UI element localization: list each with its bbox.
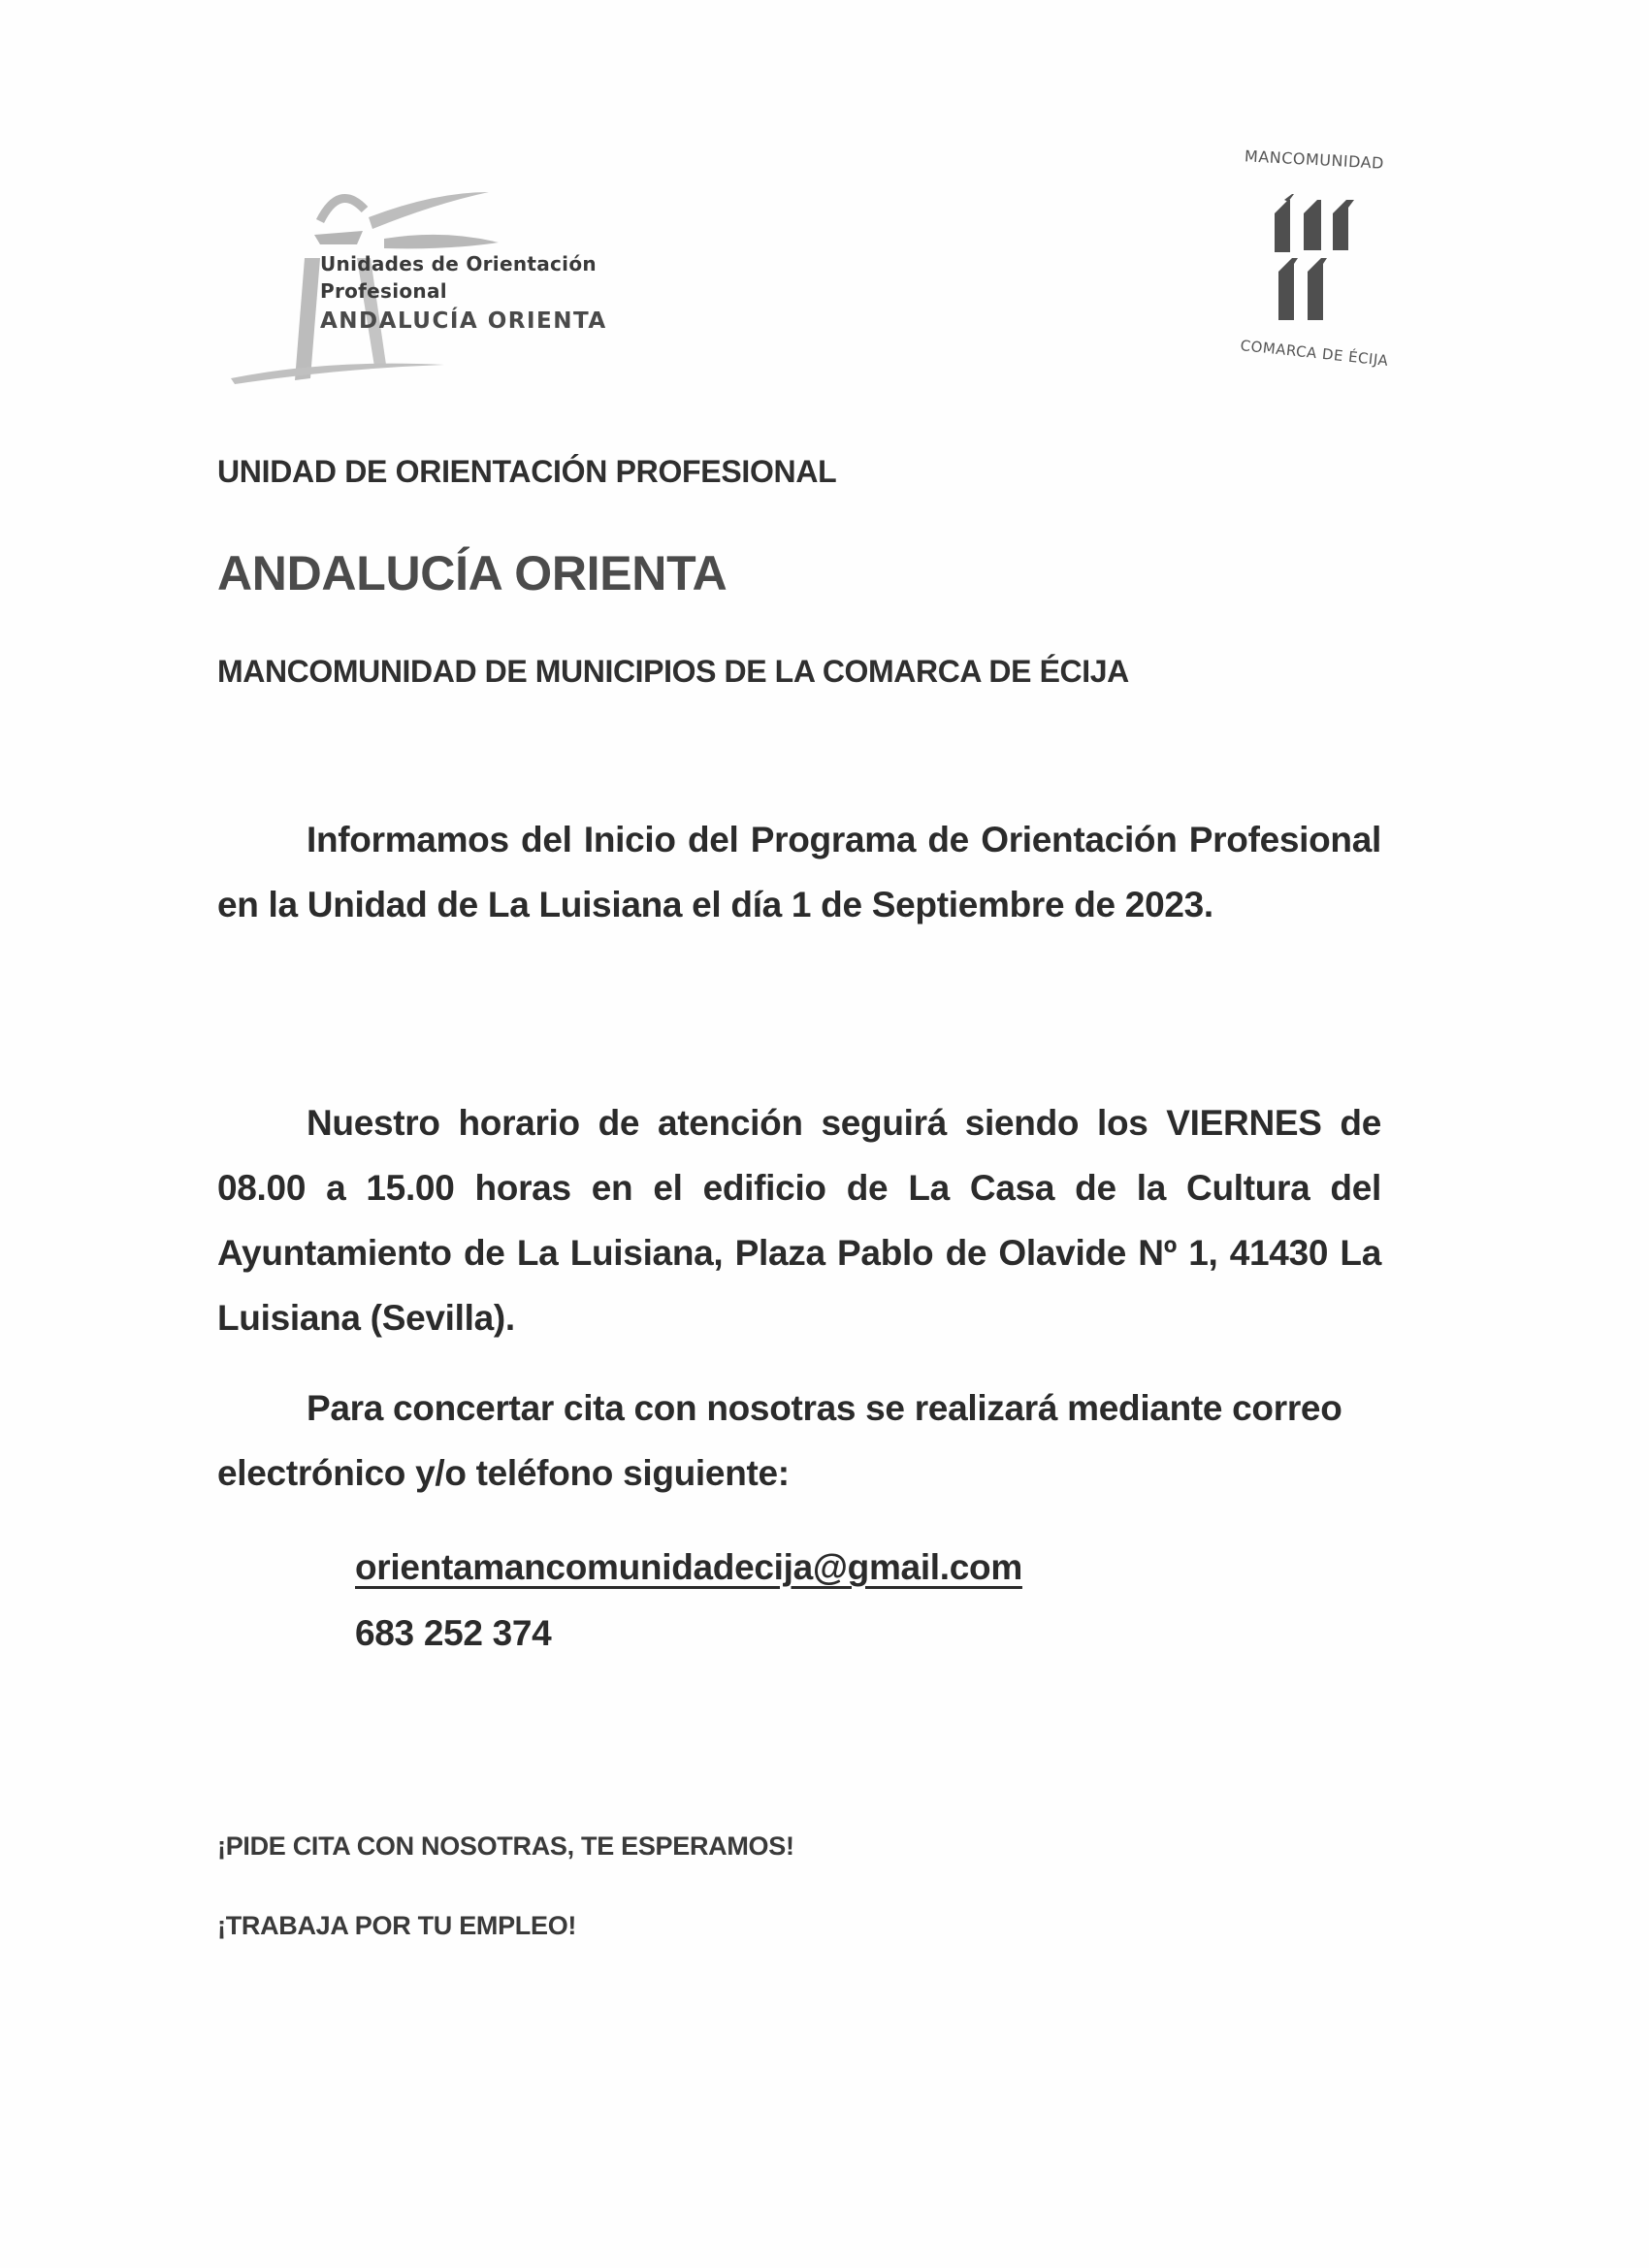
logo-bottom-text: COMARCA DE ÉCIJA <box>1239 337 1390 370</box>
logo-top-text: MANCOMUNIDAD <box>1244 146 1385 173</box>
slogan-pide-cita: ¡PIDE CITA CON NOSOTRAS, TE ESPERAMOS! <box>217 1831 794 1861</box>
logo-line-2: Profesional <box>320 279 447 303</box>
logo-line-3: ANDALUCÍA ORIENTA <box>320 308 607 334</box>
mancomunidad-ecija-logo <box>1232 146 1397 383</box>
andalucia-orienta-logo <box>211 175 696 388</box>
paragraph-appointment: Para concertar cita con nosotras se realizará mediante correo electrónico y/o teléfono siguiente: <box>217 1388 1342 1493</box>
paragraph-program-start: Informamos del Inicio del Programa de Orientación Profesional en la Unidad de La Luisiana el día 1 de Septiembre de 2023. <box>217 820 1381 924</box>
contact-block <box>355 1535 1022 1667</box>
slogan-trabaja: ¡TRABAJA POR TU EMPLEO! <box>217 1911 577 1940</box>
heading-unidad: UNIDAD DE ORIENTACIÓN PROFESIONAL <box>217 454 837 489</box>
heading-mancomunidad: MANCOMUNIDAD DE MUNICIPIOS DE LA COMARCA DE ÉCIJA <box>217 654 1129 689</box>
paragraph-schedule: Nuestro horario de atención seguirá siendo los VIERNES de 08.00 a 15.00 horas en el edificio de La Casa de la Cultura del Ayuntamiento de La Luisiana, Plaza Pablo de Olavide Nº 1, 41430 La Luisiana (Sevilla). <box>217 1103 1381 1338</box>
logo-line-1: Unidades de Orientación <box>320 252 597 275</box>
phone-number: 683 252 374 <box>355 1613 552 1653</box>
email-link[interactable]: orientamancomunidadecija@gmail.com <box>355 1547 1022 1587</box>
heading-program: ANDALUCÍA ORIENTA <box>217 546 728 600</box>
mancomunidad-emblem-icon <box>1271 194 1358 330</box>
